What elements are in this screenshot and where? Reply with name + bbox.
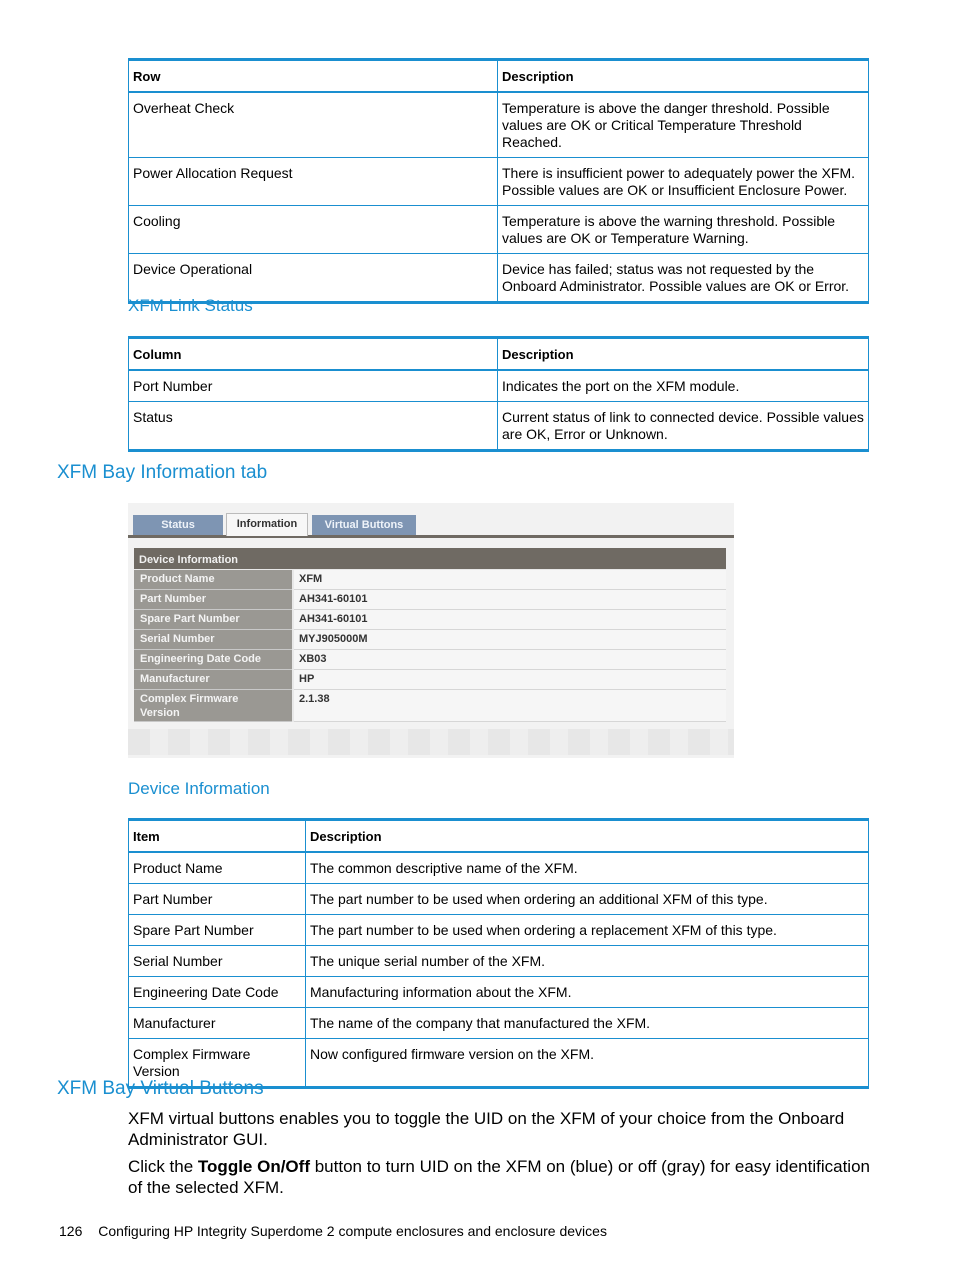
tab-virtual-buttons[interactable]: Virtual Buttons (312, 515, 416, 535)
virtual-buttons-heading: XFM Bay Virtual Buttons (57, 1078, 264, 1099)
device-info-label: Product Name (134, 570, 292, 590)
information-tab-screenshot (128, 503, 734, 758)
table-cell: Manufacturer (129, 1008, 306, 1039)
status-table (128, 58, 869, 304)
paragraph-text: button to turn UID on the XFM on (blue) or off (gray) for easy identification of the selected XFM. (128, 1157, 870, 1197)
table-header-row (129, 820, 869, 853)
table-cell: Product Name (129, 852, 306, 884)
column-header: Description (306, 820, 869, 853)
column-header: Item (129, 820, 306, 853)
link-status-table (128, 336, 869, 452)
column-header: Column (129, 338, 498, 371)
table-cell: Device Operational (129, 254, 498, 303)
table-cell: There is insufficient power to adequately power the XFM. Possible values are OK or Insufficient Enclosure Power. (498, 158, 869, 206)
table-row (129, 370, 869, 402)
table-cell: Temperature is above the warning threshold. Possible values are OK or Temperature Warning. (498, 206, 869, 254)
device-info-label: Part Number (134, 590, 292, 610)
table-cell: The part number to be used when ordering a replacement XFM of this type. (306, 915, 869, 946)
device-info-value: XFM (294, 570, 726, 590)
table-header-row (129, 338, 869, 371)
page-number: 126 (59, 1223, 83, 1239)
device-information-panel (134, 548, 726, 722)
tab-information[interactable]: Information (226, 513, 308, 536)
device-info-row (134, 590, 726, 610)
table-cell: Engineering Date Code (129, 977, 306, 1008)
table-cell: The common descriptive name of the XFM. (306, 852, 869, 884)
table-cell: Complex Firmware Version (129, 1039, 306, 1088)
device-info-value: MYJ905000M (294, 630, 726, 650)
table-row (129, 915, 869, 946)
table-cell: Power Allocation Request (129, 158, 498, 206)
device-info-value: 2.1.38 (294, 690, 726, 722)
xfm-link-status-heading: XFM Link Status (128, 296, 253, 315)
table-cell: Spare Part Number (129, 915, 306, 946)
table-row (129, 977, 869, 1008)
table-cell: The name of the company that manufactured the XFM. (306, 1008, 869, 1039)
device-info-label: Spare Part Number (134, 610, 292, 630)
device-info-label: Manufacturer (134, 670, 292, 690)
tab-bar (128, 511, 734, 538)
table-cell: Device has failed; status was not requested by the Onboard Administrator. Possible values are OK or Error. (498, 254, 869, 303)
table-row (129, 92, 869, 158)
table-cell: Part Number (129, 884, 306, 915)
bay-information-tab-heading: XFM Bay Information tab (57, 462, 268, 483)
paragraph-text: Click the (128, 1157, 198, 1176)
device-info-row (134, 570, 726, 590)
table-header-row (129, 60, 869, 93)
table-cell: Indicates the port on the XFM module. (498, 370, 869, 402)
table-cell: Temperature is above the danger threshold. Possible values are OK or Critical Temperature Threshold Reached. (498, 92, 869, 158)
toggle-button-name: Toggle On/Off (197, 1157, 310, 1176)
tab-status[interactable]: Status (133, 515, 223, 535)
page-footer (59, 1223, 607, 1239)
table-cell: Manufacturing information about the XFM. (306, 977, 869, 1008)
device-info-row (134, 610, 726, 630)
column-header: Row (129, 60, 498, 93)
device-info-label: Complex Firmware Version (134, 690, 292, 722)
device-info-label: Engineering Date Code (134, 650, 292, 670)
table-cell: Overheat Check (129, 92, 498, 158)
device-info-row (134, 670, 726, 690)
device-info-row (134, 630, 726, 650)
table-row (129, 206, 869, 254)
device-information-title: Device Information (134, 548, 726, 569)
virtual-buttons-paragraph: XFM virtual buttons enables you to toggle the UID on the XFM of your choice from the Onboard Administrator GUI. (128, 1109, 845, 1149)
table-cell: Status (129, 402, 498, 451)
table-row (129, 884, 869, 915)
footer-title: Configuring HP Integrity Superdome 2 compute enclosures and enclosure devices (98, 1223, 607, 1239)
device-info-value: AH341-60101 (294, 610, 726, 630)
device-information-table (128, 818, 869, 1089)
device-information-heading: Device Information (128, 779, 270, 798)
column-header: Description (498, 338, 869, 371)
blurred-footer-strip (128, 729, 734, 755)
device-info-value: HP (294, 670, 726, 690)
device-info-row (134, 690, 726, 722)
table-cell: Current status of link to connected device. Possible values are OK, Error or Unknown. (498, 402, 869, 451)
table-row (129, 852, 869, 884)
column-header: Description (498, 60, 869, 93)
table-cell: Port Number (129, 370, 498, 402)
table-row (129, 402, 869, 451)
table-row (129, 946, 869, 977)
toggle-instructions-paragraph (128, 1156, 873, 1198)
table-row (129, 1008, 869, 1039)
table-cell: Serial Number (129, 946, 306, 977)
device-info-label: Serial Number (134, 630, 292, 650)
table-cell: The unique serial number of the XFM. (306, 946, 869, 977)
table-cell: The part number to be used when ordering an additional XFM of this type. (306, 884, 869, 915)
device-info-value: XB03 (294, 650, 726, 670)
table-cell: Now configured firmware version on the XFM. (306, 1039, 869, 1088)
table-row (129, 158, 869, 206)
table-cell: Cooling (129, 206, 498, 254)
device-info-row (134, 650, 726, 670)
device-info-value: AH341-60101 (294, 590, 726, 610)
